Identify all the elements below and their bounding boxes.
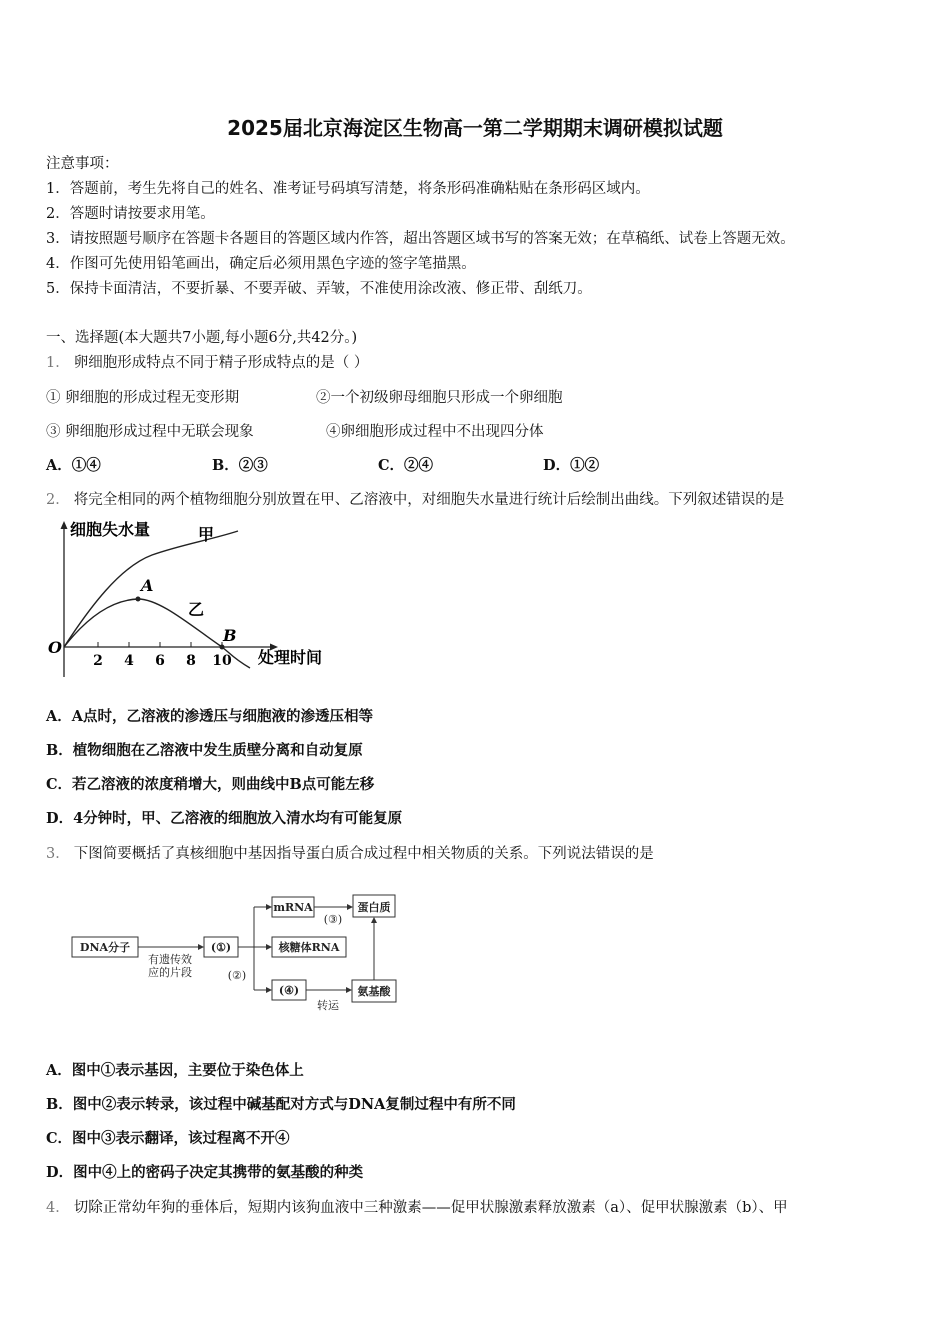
q3-option-c[interactable]: C．图中③表示翻译，该过程离不开④ — [46, 1130, 290, 1147]
y-axis-arrow-icon — [61, 521, 68, 529]
y-axis-label: 细胞失水量 — [70, 520, 151, 539]
question-stem: 将完全相同的两个植物细胞分别放置在甲、乙溶液中，对细胞失水量进行统计后绘制出曲线。下列叙述错误的是 — [73, 492, 785, 508]
question-2 — [46, 488, 784, 509]
point-a-label: A — [141, 576, 154, 595]
q1-statement: ②一个初级卵母细胞只形成一个卵细胞 — [316, 390, 563, 406]
notice-item: 5．保持卡面清洁，不要折暴、不要弄破、弄皱，不准使用涂改液、修正带、刮纸刀。 — [46, 281, 592, 297]
q3-option-d[interactable]: D．图中④上的密码子决定其携带的氨基酸的种类 — [46, 1164, 364, 1181]
question-3 — [46, 842, 654, 863]
q2-option-d[interactable]: D．4分钟时，甲、乙溶液的细胞放入清水均有可能复原 — [46, 810, 403, 827]
x-tick-label: 4 — [124, 653, 134, 669]
node4-label: (④) — [278, 984, 300, 997]
q1-option-c[interactable]: C．②④ — [378, 457, 434, 474]
page-title: 2025届北京海淀区生物高一第二学期期末调研模拟试题 — [227, 116, 723, 140]
q3-option-b[interactable]: B．图中②表示转录，该过程中碱基配对方式与DNA复制过程中有所不同 — [46, 1096, 516, 1113]
q2-option-b[interactable]: B．植物细胞在乙溶液中发生质壁分离和自动复原 — [46, 742, 363, 759]
section-heading: 一、选择题(本大题共7小题,每小题6分,共42分。) — [46, 330, 358, 346]
curve-yi-label: 乙 — [188, 600, 205, 619]
edge-label-1: 有遗传效 — [148, 953, 192, 966]
q1-option-b[interactable]: B．②③ — [212, 457, 268, 474]
x-tick-label: 6 — [155, 653, 165, 669]
notice-item: 2．答题时请按要求用笔。 — [46, 206, 215, 222]
origin-label: O — [48, 638, 62, 657]
x-tick-label: 10 — [212, 653, 232, 669]
question-number: 3． — [46, 846, 70, 862]
point-a — [136, 597, 141, 602]
question-number: 2． — [46, 492, 70, 508]
node1-label: (①) — [210, 941, 232, 954]
point-b-label: B — [223, 626, 237, 645]
q1-statement: ① 卵细胞的形成过程无变形期 — [46, 390, 240, 406]
transport-label: 转运 — [317, 999, 339, 1012]
water-loss-chart — [40, 515, 350, 685]
question-4 — [46, 1196, 788, 1217]
question-1 — [46, 351, 368, 372]
label-3: (③) — [323, 913, 343, 926]
q1-option-a[interactable]: A．①④ — [46, 457, 101, 474]
x-axis-label: 处理时间 — [258, 648, 323, 667]
point-b — [220, 645, 225, 650]
x-tick-label: 2 — [93, 653, 103, 669]
notice-item: 1．答题前，考生先将自己的姓名、准考证号码填写清楚，将条形码准确粘贴在条形码区域内。 — [46, 181, 650, 197]
protein-label: 蛋白质 — [357, 901, 391, 914]
question-number: 4． — [46, 1200, 70, 1216]
question-stem: 下图简要概括了真核细胞中基因指导蛋白质合成过程中相关物质的关系。下列说法错误的是 — [73, 846, 654, 862]
q1-statement: ④卵细胞形成过程中不出现四分体 — [326, 424, 544, 440]
rrna-label: 核糖体RNA — [278, 941, 340, 954]
gene-expression-diagram — [60, 885, 410, 1015]
q1-option-d[interactable]: D．①② — [543, 457, 600, 474]
curve-jia-label: 甲 — [198, 525, 215, 544]
notice-item: 3．请按照题号顺序在答题卡各题目的答题区域内作答，超出答题区域书写的答案无效；在草稿纸、试卷上答题无效。 — [46, 231, 795, 247]
question-stem: 卵细胞形成特点不同于精子形成特点的是（ ） — [73, 355, 369, 371]
edge-label-2: 应的片段 — [148, 966, 192, 979]
question-stem: 切除正常幼年狗的垂体后，短期内该狗血液中三种激素——促甲状腺激素释放激素（a）、促甲状腺激素（b）、甲 — [73, 1200, 788, 1216]
question-number: 1． — [46, 355, 70, 371]
label-2: (②) — [227, 969, 247, 982]
notice-heading: 注意事项： — [46, 156, 119, 172]
notice-item: 4．作图可先使用铅笔画出，确定后必须用黑色字迹的签字笔描黑。 — [46, 256, 476, 272]
q2-option-a[interactable]: A．A点时，乙溶液的渗透压与细胞液的渗透压相等 — [46, 708, 373, 725]
dna-label: DNA分子 — [79, 941, 131, 954]
mrna-label: mRNA — [273, 901, 313, 914]
amino-label: 氨基酸 — [357, 985, 391, 998]
q1-statement: ③ 卵细胞形成过程中无联会现象 — [46, 424, 254, 440]
q3-option-a[interactable]: A．图中①表示基因，主要位于染色体上 — [46, 1062, 304, 1079]
q2-option-c[interactable]: C．若乙溶液的浓度稍增大，则曲线中B点可能左移 — [46, 776, 375, 793]
x-tick-label: 8 — [186, 653, 196, 669]
